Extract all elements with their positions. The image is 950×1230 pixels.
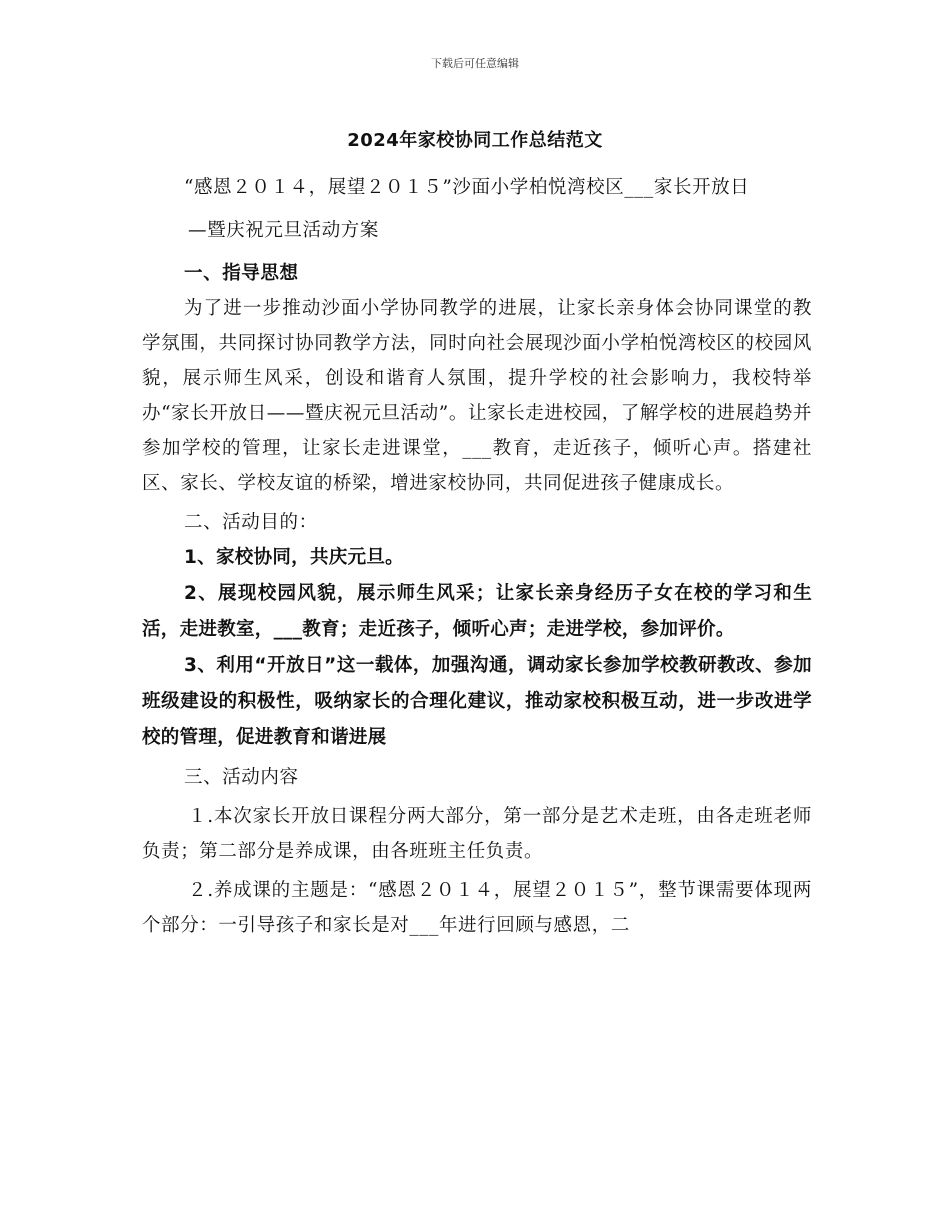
section-2-item: 1、家校协同，共庆元旦。 [184,547,404,568]
header-note: 下载后可任意编辑 [431,57,519,70]
section-3-item: ２.养成课的主题是：“感恩２０１４，展望２０１５”，整节课需要体现两个部分：一引导孩子和家长是对___年进行回顾与感恩，二 [142,880,812,936]
subtitle-line: “感恩２０１４，展望２０１５”沙面小学柏悦湾校区___家长开放日 [184,177,750,198]
section-2-item: 3、利用“开放日”这一载体，加强沟通，调动家长参加学校教研教改、参加班级建设的积极性，吸纳家长的合理化建议，推动家校积极互动，进一步改进学校的管理，促进教育和谐进展 [142,655,812,748]
section-1-paragraph: 为了进一步推动沙面小学协同教学的进展，让家长亲身体会协同课堂的教学氛围，共同探讨协同教学方法，同时向社会展现沙面小学柏悦湾校区的校园风貌，展示师生风采，创设和谐育人氛围，提升学校的社会影响力，我校特举办“家长开放日——暨庆祝元旦活动”。让家长走进校园，了解学校的进展趋势并参加学校的管理，让家长走进课堂，___教育，走近孩子，倾听心声。搭建社区、家长、学校友谊的桥梁，增进家校协同，共同促进孩子健康成长。 [142,298,812,494]
section-3-item: １.本次家长开放日课程分两大部分，第一部分是艺术走班，由各走班老师负责；第二部分是养成课，由各班班主任负责。 [142,806,812,862]
section-1-heading: 一、指导思想 [184,263,299,284]
subtitle-sub: —暨庆祝元旦活动方案 [188,220,380,241]
document-body [142,170,812,943]
section-3-heading: 三、活动内容 [184,767,299,788]
section-2-heading: 二、活动目的： [184,512,318,533]
document-title: 2024年家校协同工作总结范文 [347,130,603,151]
section-2-item: 2、展现校园风貌，展示师生风采；让家长亲身经历子女在校的学习和生活，走进教室，___教育；走近孩子，倾听心声；走进学校，参加评价。 [142,583,812,640]
